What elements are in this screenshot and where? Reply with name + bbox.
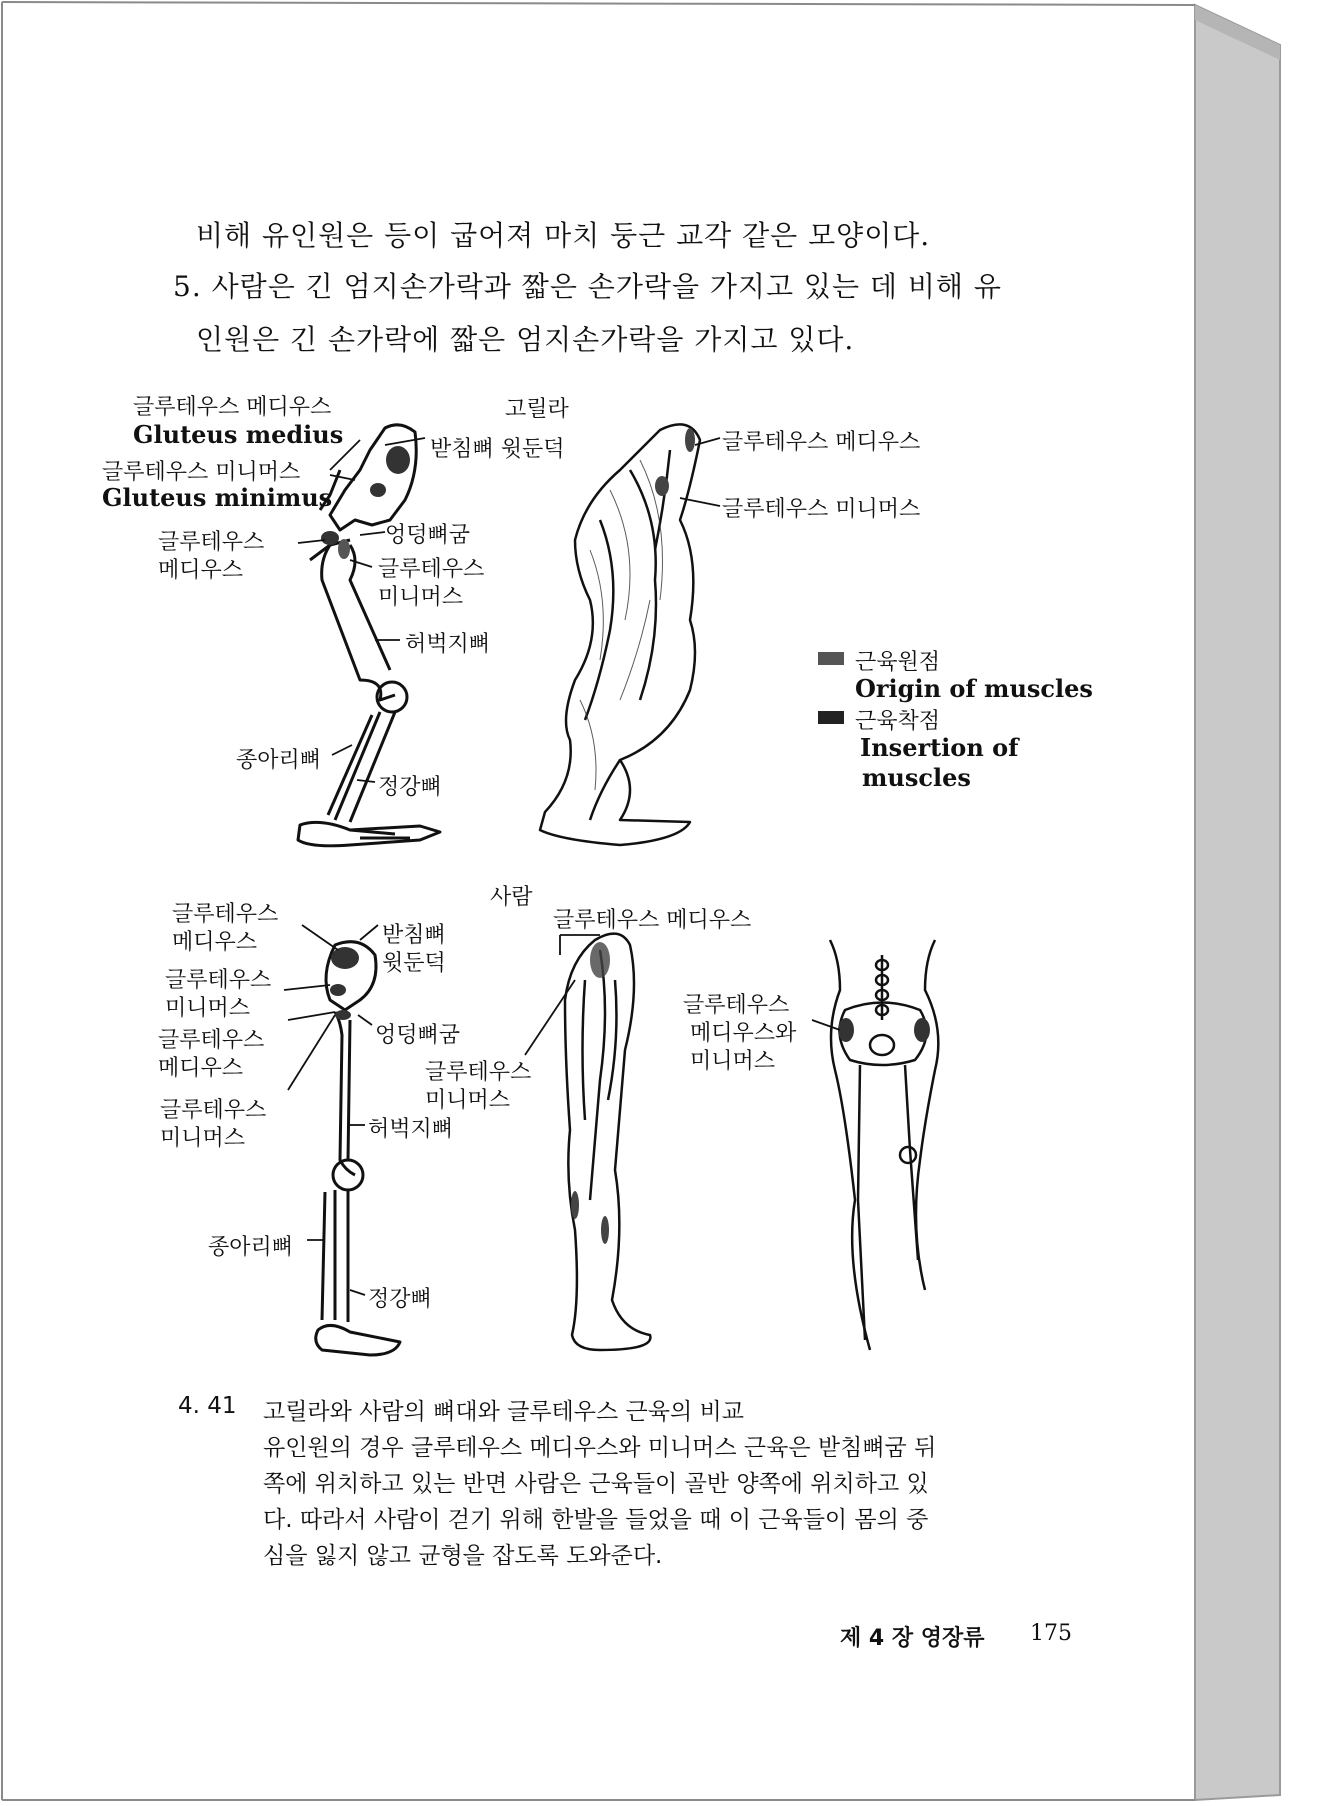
legend-insertion-en-l1: Insertion of	[860, 733, 1019, 762]
human-muscle-label-minimus-l1: 글루테우스	[425, 1060, 532, 1085]
gorilla-label-femur: 허벅지뼈	[405, 632, 491, 657]
gorilla-label-gluteus-minimus-en: Gluteus minimus	[102, 483, 333, 512]
gorilla-label-gluteus-medius-2-l1: 글루테우스	[158, 530, 265, 555]
legend-insertion-en-l2: muscles	[862, 763, 971, 792]
legend-origin-kr: 근육원점	[855, 650, 941, 675]
human-front-label-l3: 미니머스	[690, 1049, 776, 1074]
gorilla-label-gluteus-medius-en: Gluteus medius	[133, 420, 344, 449]
gorilla-label-gluteus-medius-kr: 글루테우스 메디우스	[133, 395, 332, 420]
gorilla-title: 고릴라	[505, 397, 569, 422]
human-label-medius2-l1: 글루테우스	[158, 1028, 265, 1053]
human-label-ilium-l2: 윗둔덕	[382, 951, 446, 976]
legend-insertion-kr: 근육착점	[855, 709, 941, 734]
human-front-label-l2: 메디우스와	[690, 1021, 797, 1046]
human-muscle-label-medius: 글루테우스 메디우스	[553, 908, 752, 933]
gorilla-muscle-label-minimus: 글루테우스 미니머스	[722, 497, 921, 522]
legend-origin-en: Origin of muscles	[855, 674, 1093, 703]
footer-chapter: 제 4 장 영장류	[840, 1626, 985, 1651]
gorilla-label-gluteus-minimus-2-l2: 미니머스	[378, 585, 464, 610]
human-label-tibia: 정강뼈	[368, 1287, 432, 1312]
gorilla-label-gluteus-minimus-2-l1: 글루테우스	[378, 557, 485, 582]
body-text-line-1: 비해 유인원은 등이 굽어져 마치 둥근 교각 같은 모양이다.	[196, 219, 931, 252]
caption-line-3: 다. 따라서 사람이 걷기 위해 한발을 들었을 때 이 근육들이 몸의 중	[263, 1507, 929, 1533]
gorilla-label-fibula: 종아리뼈	[236, 748, 322, 773]
gorilla-muscle-label-medius: 글루테우스 메디우스	[722, 430, 921, 455]
body-text-line-3: 인원은 긴 손가락에 짧은 엄지손가락을 가지고 있다.	[196, 323, 855, 356]
caption-line-4: 심을 잃지 않고 균형을 잡도록 도와준다.	[263, 1543, 663, 1569]
caption-title: 고릴라와 사람의 뼈대와 글루테우스 근육의 비교	[263, 1399, 744, 1425]
gorilla-label-ilium-upper: 받침뼈 윗둔덕	[430, 437, 565, 462]
human-label-fibula: 종아리뼈	[208, 1235, 294, 1260]
human-label-medius-l2: 메디우스	[172, 930, 258, 955]
human-label-medius2-l2: 메디우스	[158, 1056, 244, 1081]
gorilla-label-hip-socket: 엉덩뼈굼	[385, 523, 471, 548]
human-label-minimus2-l2: 미니머스	[160, 1126, 246, 1151]
gorilla-label-gluteus-minimus-kr: 글루테우스 미니머스	[102, 460, 301, 485]
human-front-label-l1: 글루테우스	[683, 993, 790, 1018]
gorilla-label-tibia: 정강뼈	[378, 775, 442, 800]
human-label-minimus-l2: 미니머스	[165, 996, 251, 1021]
human-label-hip-socket: 엉덩뼈굼	[375, 1023, 461, 1048]
human-label-minimus2-l1: 글루테우스	[160, 1098, 267, 1123]
human-label-femur: 허벅지뼈	[368, 1117, 454, 1142]
caption-number: 4. 41	[178, 1393, 237, 1419]
gorilla-label-gluteus-medius-2-l2: 메디우스	[158, 558, 244, 583]
body-text-line-2: 5. 사람은 긴 엄지손가락과 짧은 손가락을 가지고 있는 데 비해 유	[173, 270, 1002, 303]
human-label-medius-l1: 글루테우스	[172, 902, 279, 927]
caption-line-2: 쪽에 위치하고 있는 반면 사람은 근육들이 골반 양쪽에 위치하고 있	[263, 1471, 929, 1497]
footer-page-number: 175	[1030, 1621, 1072, 1646]
human-label-minimus-l1: 글루테우스	[165, 968, 272, 993]
caption-line-1: 유인원의 경우 글루테우스 메디우스와 미니머스 근육은 받침뼈굼 뒤	[263, 1435, 937, 1461]
human-label-ilium-l1: 받침뼈	[382, 923, 446, 948]
human-title: 사람	[490, 885, 533, 910]
human-muscle-label-minimus-l2: 미니머스	[425, 1088, 511, 1113]
